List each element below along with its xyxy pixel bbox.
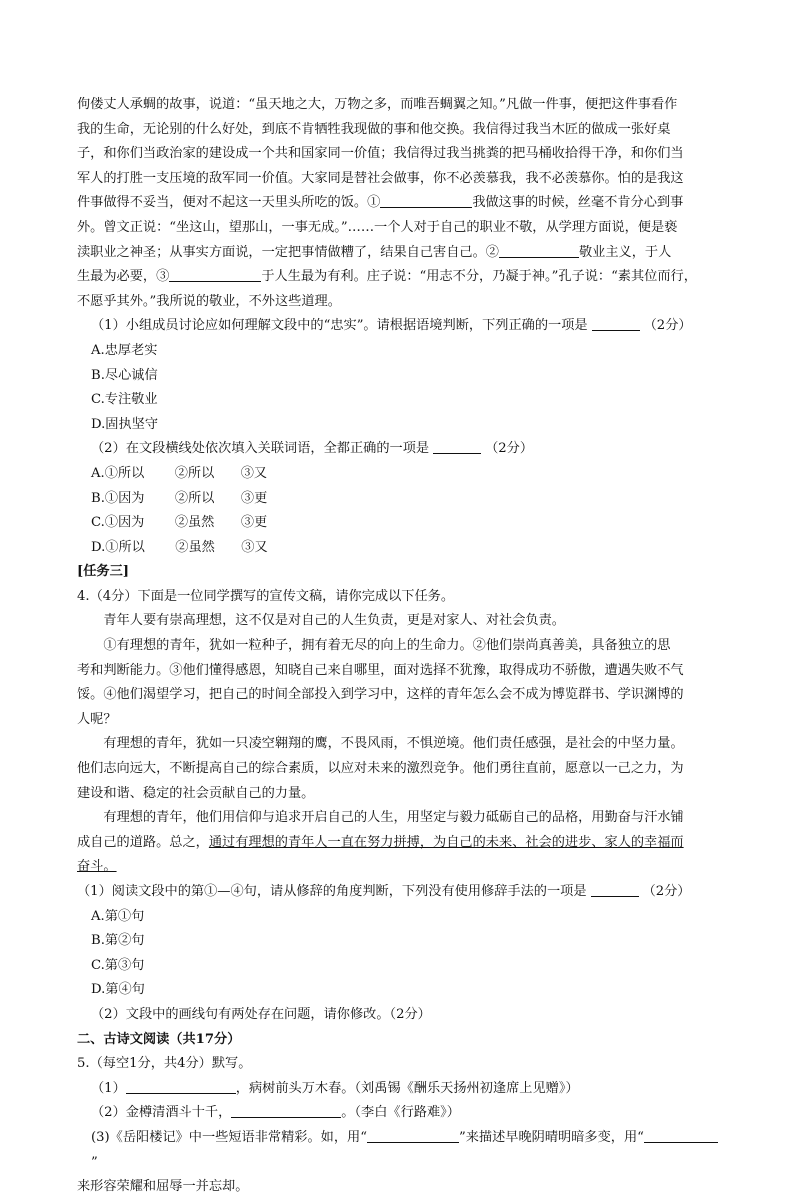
stem-text: （1） [91,1080,126,1096]
passage-line [77,241,719,266]
exam-page [77,93,719,1200]
answer-blank[interactable] [126,1079,236,1094]
passage-text: 于人生最为有利。庄子说：“用志不分，乃凝于神。”孔子说：“素其位而行， [261,269,697,285]
passage [77,93,719,314]
essay-line: 他们志向远大，不断提高自己的综合素质，以应对未来的激烈竞争。他们勇往直前，愿意以一己之力，为 [77,761,684,777]
option-part: ③又 [241,539,268,555]
stem-text: ，病树前头万木春。（刘禹锡《酬乐天扬州初逢席上见赠》） [235,1080,579,1096]
score: （2分） [485,441,534,457]
question-stem [77,314,719,339]
essay-line: 有理想的青年，他们用信仰与追求开启自己的人生，用坚定与毅力砥砺自己的品格，用勤奋与汗水铺 [103,810,684,826]
option-part: ②所以 [174,465,215,481]
option-part: ②虽然 [175,539,215,555]
option-d[interactable]: D.固执坚守 [91,416,159,432]
task-3 [77,560,719,1027]
question-2 [77,437,719,560]
passage-line: 佝偻丈人承蜩的故事，说道：“虽天地之大，万物之多，而唯吾蜩翼之知。”凡做一件事，便把这件事看作 [77,97,678,112]
option-label: D. [91,539,106,555]
stem-text: (3)《岳阳楼记》中一些短语非常精彩。如，用“ [91,1129,367,1145]
dictation-2 [77,1101,719,1126]
passage-text: 渎职业之神圣；从事实方面说，一定把事情做糟了，结果自己害自己。② [77,244,499,260]
essay-line: 建设和谐、稳定的社会贡献自己的力量。 [77,785,315,801]
stem-text: ” [91,1154,98,1170]
option-b[interactable]: B.第②句 [91,933,145,949]
option-part: ③更 [240,490,268,506]
option-d[interactable]: D.第④句 [91,982,145,998]
option-part: ①所以 [104,465,145,481]
score: （2分） [643,318,692,334]
answer-blank[interactable] [591,882,639,897]
option-part: ②所以 [174,490,215,506]
passage-line [77,265,719,290]
option-part: ①所以 [105,539,145,555]
passage-text: 敬业主义，于人 [579,244,672,260]
option-b[interactable]: B.尽心诚信 [91,367,158,383]
stem-text: （1）阅读文段中的第①—④句，请从修辞的角度判断，下列没有使用修辞手法的一项是 [77,884,587,899]
passage-line: 军人的打胜一支压境的敌军同一价值。大家同是替社会做事，你不必羡慕我，我不必羡慕你。怕的是我这 [77,170,684,186]
answer-blank[interactable] [367,1128,459,1143]
essay-line [77,831,719,856]
question-stem: 5.（每空1分，共4分）默写。 [77,1056,252,1072]
passage-line: 外。曾文正说：“坐这山，望那山，一事无成。”……一个人对于自己的职业不敬，从学理方面说，便是亵 [77,219,678,235]
answer-blank[interactable] [644,1128,718,1143]
option-part: ①因为 [104,490,145,506]
passage-line: 不愿乎其外。”我所说的敬业，不外这些道理。 [77,293,341,309]
essay-line: 考和判断能力。③他们懂得感恩，知晓自己来自哪里，面对选择不犹豫，取得成功不骄傲，遭遇失败不气 [77,662,684,678]
score: （2分） [642,884,691,899]
blank-3[interactable] [169,267,261,282]
option-a[interactable]: A.忠厚老实 [91,342,158,358]
passage-line [77,191,719,216]
option-c[interactable] [77,511,719,536]
essay-line: 馁。④他们渴望学习，把自己的时间全部投入到学习中，这样的青年怎么会不成为博览群书、学识渊博的 [77,687,684,703]
stem-text: （2）在文段横线处依次填入关联词语，全都正确的一项是 [91,441,430,457]
essay-line: 有理想的青年，犹如一只凌空翱翔的鹰，不畏风雨，不惧逆境。他们责任感强，是社会的中坚力量。 [103,736,684,752]
stem-text: （1）小组成员讨论应如何理解文段中的“忠实”。请根据语境判断，下列正确的一项是 [91,318,588,334]
passage-text: 我做这事的时候，丝毫不肯分心到事 [472,195,684,211]
stem-text: 。（李白《行路难》） [341,1105,460,1121]
question-stem: （2）文段中的画线句有两处存在问题，请你修改。（2分） [91,1006,431,1022]
answer-blank[interactable] [592,316,640,331]
essay-text: 成自己的道路。总之， [77,834,209,850]
answer-blank[interactable] [433,439,481,454]
passage-text: 生最为必要，③ [77,269,170,285]
essay-paragraph: 青年人要有崇高理想，这不仅是对自己的人生负责，更是对家人、对社会负责。 [103,613,565,629]
passage-text: 件事做得不妥当，便对不起这一天里头所吃的饭。① [77,195,381,211]
option-a[interactable] [77,462,719,487]
section-2 [77,1028,719,1200]
dictation-3 [77,1126,719,1175]
underlined-sentence: 奋斗。 [77,859,117,875]
essay-line [77,855,719,880]
dictation-1 [77,1077,719,1102]
blank-1[interactable] [380,193,472,208]
option-part: ③又 [240,465,268,481]
question-1 [77,314,719,437]
section-heading: 二、古诗文阅读（共17分） [77,1031,241,1047]
dictation-3-cont: 来形容荣耀和屈辱一并忘却。 [77,1179,249,1195]
answer-blank[interactable] [231,1103,341,1118]
option-b[interactable] [77,487,719,512]
option-a[interactable]: A.第①句 [91,908,145,924]
question-stem: 4.（4分）下面是一位同学撰写的宣传文稿，请你完成以下任务。 [77,588,455,604]
option-part: ③更 [240,515,268,531]
stem-text: （2）金樽清酒斗十千， [91,1105,232,1121]
task-heading: [任务三] [77,564,130,580]
passage-line: 我的生命，无论别的什么好处，到底不肯牺牲我现做的事和他交换。我信得过我当木匠的做成一张好桌 [77,121,671,137]
question-stem [77,437,719,462]
question-stem [77,880,719,905]
option-part: ①因为 [104,515,145,531]
option-c[interactable]: C.专注敬业 [91,392,158,408]
option-label: C. [91,515,105,531]
blank-2[interactable] [499,243,579,258]
option-d[interactable] [77,536,719,561]
underlined-sentence: 通过有理想的青年人一直在努力拼搏，为自己的未来、社会的进步、家人的幸福而 [208,834,684,850]
option-part: ②虽然 [174,515,215,531]
passage-line: 子，和你们当政治家的建设成一个共和国家同一价值；我信得过我当挑粪的把马桶收拾得干净，和你们当 [77,146,684,162]
option-label: B. [91,490,105,506]
stem-text: ”来描述早晚阴晴明暗多变，用“ [458,1129,644,1145]
essay-line: ①有理想的青年，犹如一粒种子，拥有着无尽的向上的生命力。②他们崇尚真善美，具备独立的思 [103,638,671,654]
option-label: A. [91,465,105,481]
option-c[interactable]: C.第③句 [91,957,145,973]
essay-line: 人呢？ [77,711,117,727]
